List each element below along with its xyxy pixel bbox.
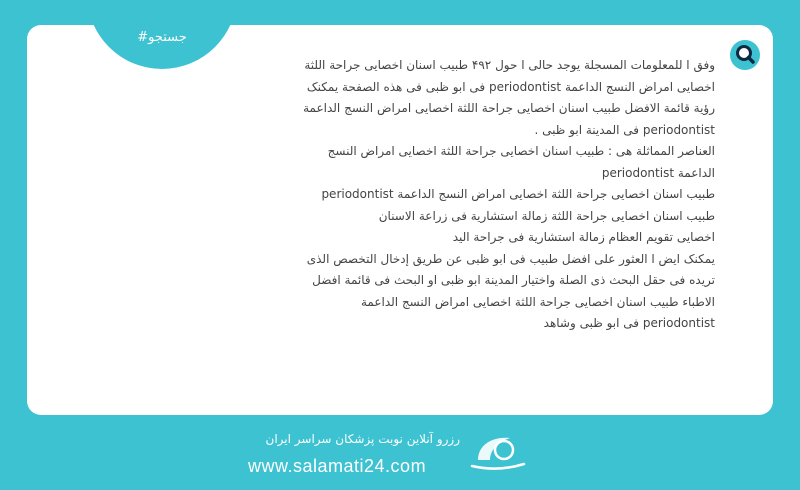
paragraph-item-2: طبیب اسنان اخصایی جراحة اللثة زمالة استشاریة فی زراعة الاسنان (378, 208, 715, 223)
paragraph-item-1: طبیب اسنان اخصایی جراحة اللثة اخصایی امراض النسج الداعمة periodontist (321, 187, 715, 201)
content-card (27, 25, 773, 415)
article-text (295, 55, 715, 335)
salamati-logo-icon (468, 430, 528, 474)
paragraph-item-3: اخصایی تقویم العظام زمالة استشاریة فی جراحة الید (452, 230, 715, 244)
footer-branding (250, 424, 550, 484)
paragraph-similar: العناصر المماثلة هی : طبیب اسنان اخصایی جراحة اللثة اخصایی امراض النسج الداعمة periodontist (327, 144, 715, 180)
footer-domain[interactable]: www.salamati24.com (248, 456, 427, 476)
search-icon[interactable] (730, 40, 760, 70)
search-tag[interactable] (87, 25, 237, 69)
search-tag-label: #جستجو (137, 30, 187, 45)
paragraph-intro: وفق ا للمعلومات المسجلة یوجد حالی ا حول ۴۹۲ طبیب اسنان اخصایی جراحة اللثة اخصایی امراض النسج الداعمة periodontist فی ابو ظبی فی هذه الصفحة یمکنک رؤیة قائمة الافضل طبیب اسنان اخصایی جراحة اللثة اخصایی امراض النسج الداعمة periodontist فی المدینة ابو ظبی . (303, 58, 715, 137)
footer-subtitle: رزرو آنلاین نوبت پزشکان سراسر ایران (265, 432, 460, 446)
paragraph-search-tip: یمکنک ایض ا العثور علی افضل طبیب فی ابو ظبی عن طریق إدخال التخصص الذی تریده فی حقل البحث ذی الصلة واختیار المدینة ابو ظبی او البحث فی قائمة افضل الاطباء طبیب اسنان اخصایی جراحة اللثة اخصایی امراض النسج الداعمة periodontist فی ابو ظبی وشاهد (306, 251, 715, 330)
